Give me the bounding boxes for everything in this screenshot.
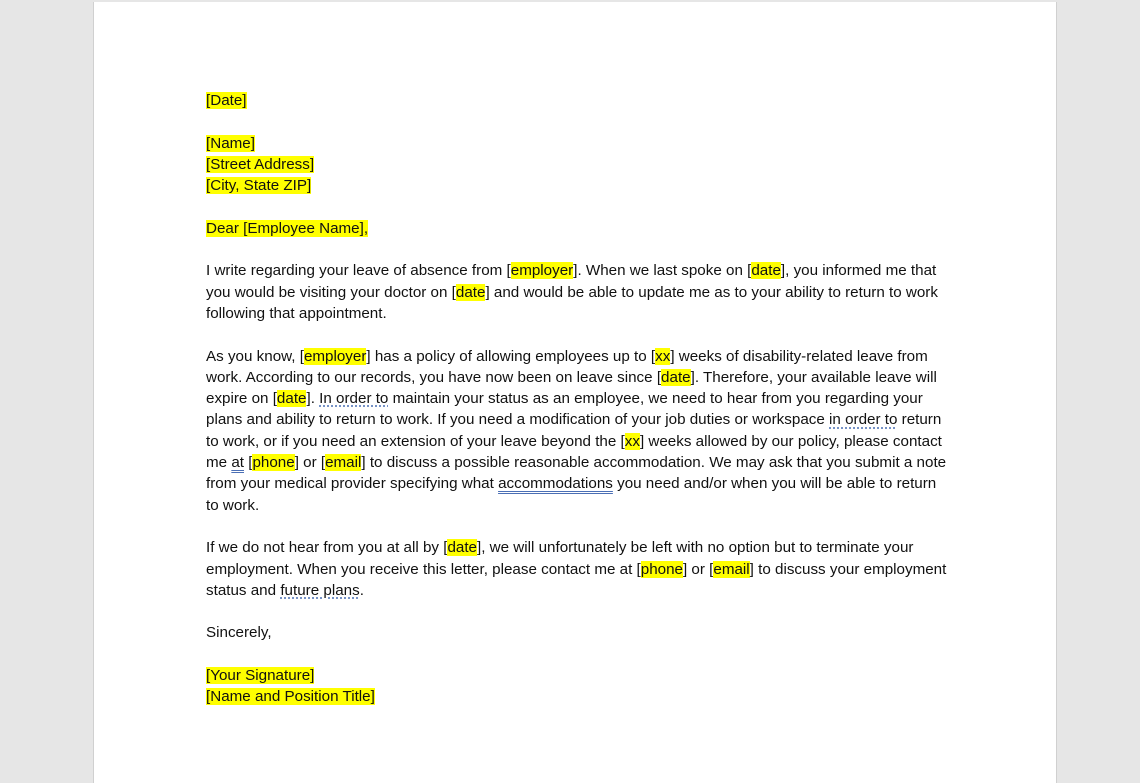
date-placeholder: [Date]: [206, 92, 247, 109]
grammar-suggestion[interactable]: accommodations: [498, 475, 613, 493]
p3-text: ] to discuss your employment status and: [206, 560, 947, 599]
signature-block: [206, 665, 951, 708]
p2-text: you need and/or when you will be able to return to work.: [206, 475, 937, 514]
weeks-placeholder: xx: [655, 347, 671, 365]
p2-text: ] or [: [294, 454, 326, 472]
employer-placeholder: employer: [510, 262, 574, 280]
p3-text: ], we will unfortunately be left with no option but to terminate your employment. When you receive this letter, please contact me at [: [206, 539, 914, 578]
p2-text: maintain your status as an employee, we need to hear from you regarding your plans and ability to return to work. If you need a modification of your job duties or workspace: [206, 390, 923, 429]
date-placeholder: date: [276, 390, 307, 408]
p3-text: ] or [: [682, 560, 714, 578]
email-placeholder: email: [325, 454, 362, 472]
salutation: Dear [Employee Name],: [206, 219, 369, 237]
recipient-street: [Street Address]: [206, 155, 315, 173]
recipient-name: [Name]: [206, 134, 255, 152]
closing-line: [206, 622, 951, 643]
weeks-placeholder: xx: [624, 432, 640, 450]
date-line: [206, 90, 951, 111]
date-placeholder: date: [447, 539, 477, 557]
p2-text: ].: [306, 390, 320, 408]
signature-placeholder: [Your Signature]: [206, 667, 315, 685]
p2-text: return to work, or if you need an extension of your leave beyond the [: [206, 411, 942, 450]
paragraph-1: [206, 260, 951, 324]
paragraph-3: [206, 537, 951, 601]
document-page[interactable]: [93, 2, 1057, 783]
date-placeholder: date: [455, 283, 486, 301]
date-placeholder: date: [751, 262, 781, 280]
p2-text: ] weeks of disability-related leave from work. According to our records, you have now been on leave since [: [206, 347, 928, 386]
phone-placeholder: phone: [252, 454, 295, 472]
p2-text: ]. Therefore, your available leave will expire on [: [206, 368, 937, 408]
paragraph-2: [206, 346, 951, 516]
p3-text: If we do not hear from you at all by [: [206, 539, 448, 557]
p3-text: .: [359, 581, 364, 599]
p2-text: ] weeks allowed by our policy, please contact me: [206, 432, 942, 472]
position-placeholder: [Name and Position Title]: [206, 688, 375, 706]
p1-text: I write regarding your leave of absence from [: [206, 262, 511, 280]
p2-text: ] to discuss a possible reasonable accommodation. We may ask that you submit a note from your medical provider specifying what: [206, 454, 947, 493]
p1-text: ]. When we last spoke on [: [573, 262, 752, 280]
proofing-suggestion[interactable]: future plans: [280, 581, 360, 599]
letter-body[interactable]: [206, 90, 951, 729]
p2-text: [: [244, 454, 253, 472]
date-placeholder: date: [661, 368, 691, 386]
email-placeholder: email: [713, 560, 750, 578]
proofing-suggestion[interactable]: In order to: [319, 390, 389, 408]
recipient-address-block: [206, 133, 951, 197]
employer-placeholder: employer: [303, 347, 367, 365]
phone-placeholder: phone: [640, 560, 683, 578]
salutation-line: [206, 218, 951, 239]
p1-text: ], you informed me that you would be visiting your doctor on [: [206, 262, 937, 301]
closing: Sincerely,: [206, 624, 272, 642]
recipient-city: [City, State ZIP]: [206, 177, 312, 195]
p1-text: ] and would be able to update me as to your ability to return to work following that appointment.: [206, 283, 938, 322]
p2-text: As you know, [: [206, 347, 304, 365]
p2-text: ] has a policy of allowing employees up to [: [366, 347, 656, 365]
proofing-suggestion[interactable]: in order to: [829, 411, 898, 429]
grammar-suggestion[interactable]: at: [231, 454, 244, 472]
